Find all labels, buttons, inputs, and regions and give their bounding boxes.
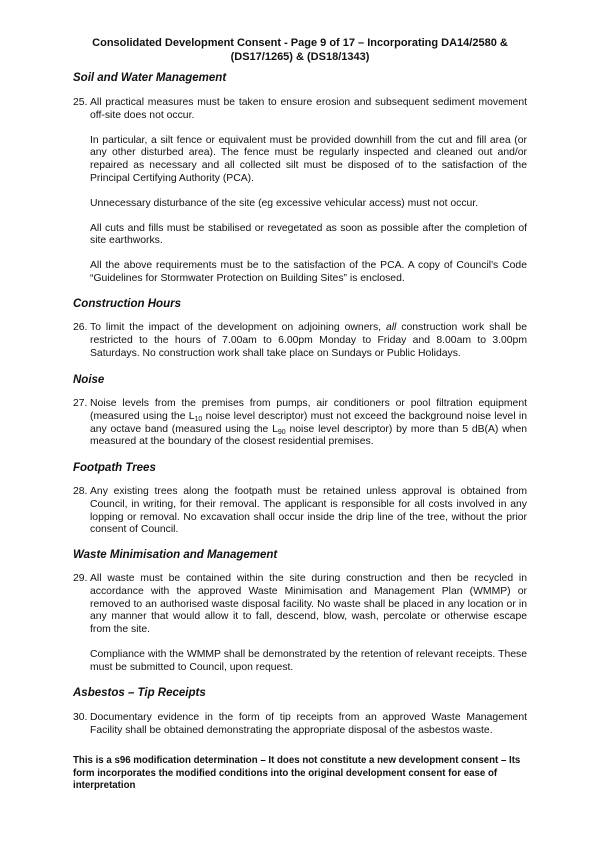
condition-paragraph: All cuts and fills must be stabilised or revegetated as soon as possible after the completion of site earthworks. <box>90 222 527 247</box>
section-heading-noise: Noise <box>73 374 105 386</box>
condition-paragraph: Any existing trees along the footpath must be retained unless approval is obtained from Council, in writing, for their removal. The applicant is responsible for all costs involved in any lopping or removal. No excavation shall occur inside the drip line of the tree, without the prior consent of Council. <box>90 486 527 536</box>
condition-body <box>90 398 527 449</box>
modification-notice-footer: This is a s96 modification determination – It does not constitute a new development consent – Its form incorporates the modified conditions into the original development consent for ease of interpretation <box>73 755 521 791</box>
section-heading-footpath-trees: Footpath Trees <box>73 462 156 474</box>
section-heading-construction-hours: Construction Hours <box>73 298 181 310</box>
condition-paragraph: Documentary evidence in the form of tip receipts from an approved Waste Management Facility shall be obtained demonstrating the appropriate disposal of the asbestos waste. <box>90 712 527 736</box>
condition-body <box>90 322 527 360</box>
condition-30 <box>73 712 527 738</box>
header-line-2: (DS17/1265) & (DS18/1343) <box>230 50 370 63</box>
condition-paragraph: Unnecessary disturbance of the site (eg excessive vehicular access) must not occur. <box>90 197 479 209</box>
subscript: 10 <box>194 415 203 423</box>
condition-paragraph: All the above requirements must be to the satisfaction of the PCA. A copy of Council's Code “Guidelines for Stormwater Protection on Building Sites” is enclosed. <box>90 260 527 284</box>
text-run: To limit the impact of the development on adjoining owners, <box>90 322 386 333</box>
condition-body <box>90 712 527 738</box>
condition-number: 27. <box>73 398 88 409</box>
condition-body <box>90 486 527 537</box>
section-heading-asbestos: Asbestos – Tip Receipts <box>73 687 206 699</box>
condition-27 <box>73 398 527 449</box>
condition-25 <box>73 97 527 286</box>
condition-number: 25. <box>73 97 88 108</box>
subscript: 90 <box>277 428 286 436</box>
condition-26 <box>73 322 527 360</box>
text-run: Noise levels from the premises from pumps, air conditioners or pool filtration equipment (measured using the L <box>90 398 527 422</box>
condition-number: 28. <box>73 486 88 497</box>
condition-body <box>90 573 527 675</box>
condition-number: 30. <box>73 712 88 723</box>
section-heading-waste: Waste Minimisation and Management <box>73 549 278 561</box>
text-run: construction work shall be restricted to the hours of 7.00am to 6.00pm Monday to Friday and 8.00am to 3.00pm Saturdays. No construction work shall take place on Sundays or Public Holidays. <box>90 322 527 359</box>
condition-paragraph: All practical measures must be taken to ensure erosion and subsequent sediment movement off-site does not occur. <box>90 97 527 121</box>
condition-28 <box>73 486 527 537</box>
text-run: noise level descriptor) by more than 5 dB(A) when measured at the boundary of the closest residential premises. <box>90 423 528 448</box>
condition-number: 26. <box>73 322 88 333</box>
section-heading-soil-water: Soil and Water Management <box>73 72 227 84</box>
text-run: noise level descriptor) must not exceed the background noise level in any octave band (measured using the L <box>90 410 527 435</box>
condition-number: 29. <box>73 573 88 584</box>
page-header <box>60 37 540 64</box>
header-line-1: Consolidated Development Consent - Page 9 of 17 – Incorporating DA14/2580 & <box>92 37 508 49</box>
condition-paragraph: All waste must be contained within the site during construction and then be recycled in accordance with the approved Waste Minimisation and Management Plan (WMMP) or removed to an authorised waste disposal facility. No waste shall be placed in any location or in any manner that would allow it to fall, descend, blow, wash, percolate or otherwise escape from the site. <box>90 573 527 636</box>
condition-paragraph <box>90 398 527 449</box>
condition-paragraph: In particular, a silt fence or equivalent must be provided downhill from the cut and fill area (or any other disturbed area). The fence must be regularly inspected and cleaned out and/or repaired as necessary and all collected silt must be disposed of to the satisfaction of the Principal Certifying Authority (PCA). <box>90 134 527 184</box>
condition-29 <box>73 573 527 675</box>
condition-paragraph: Compliance with the WMMP shall be demonstrated by the retention of relevant receipts. These must be submitted to Council, upon request. <box>90 648 527 673</box>
emphasis-text: all <box>385 322 397 333</box>
condition-paragraph <box>90 322 527 360</box>
condition-body <box>90 97 527 286</box>
